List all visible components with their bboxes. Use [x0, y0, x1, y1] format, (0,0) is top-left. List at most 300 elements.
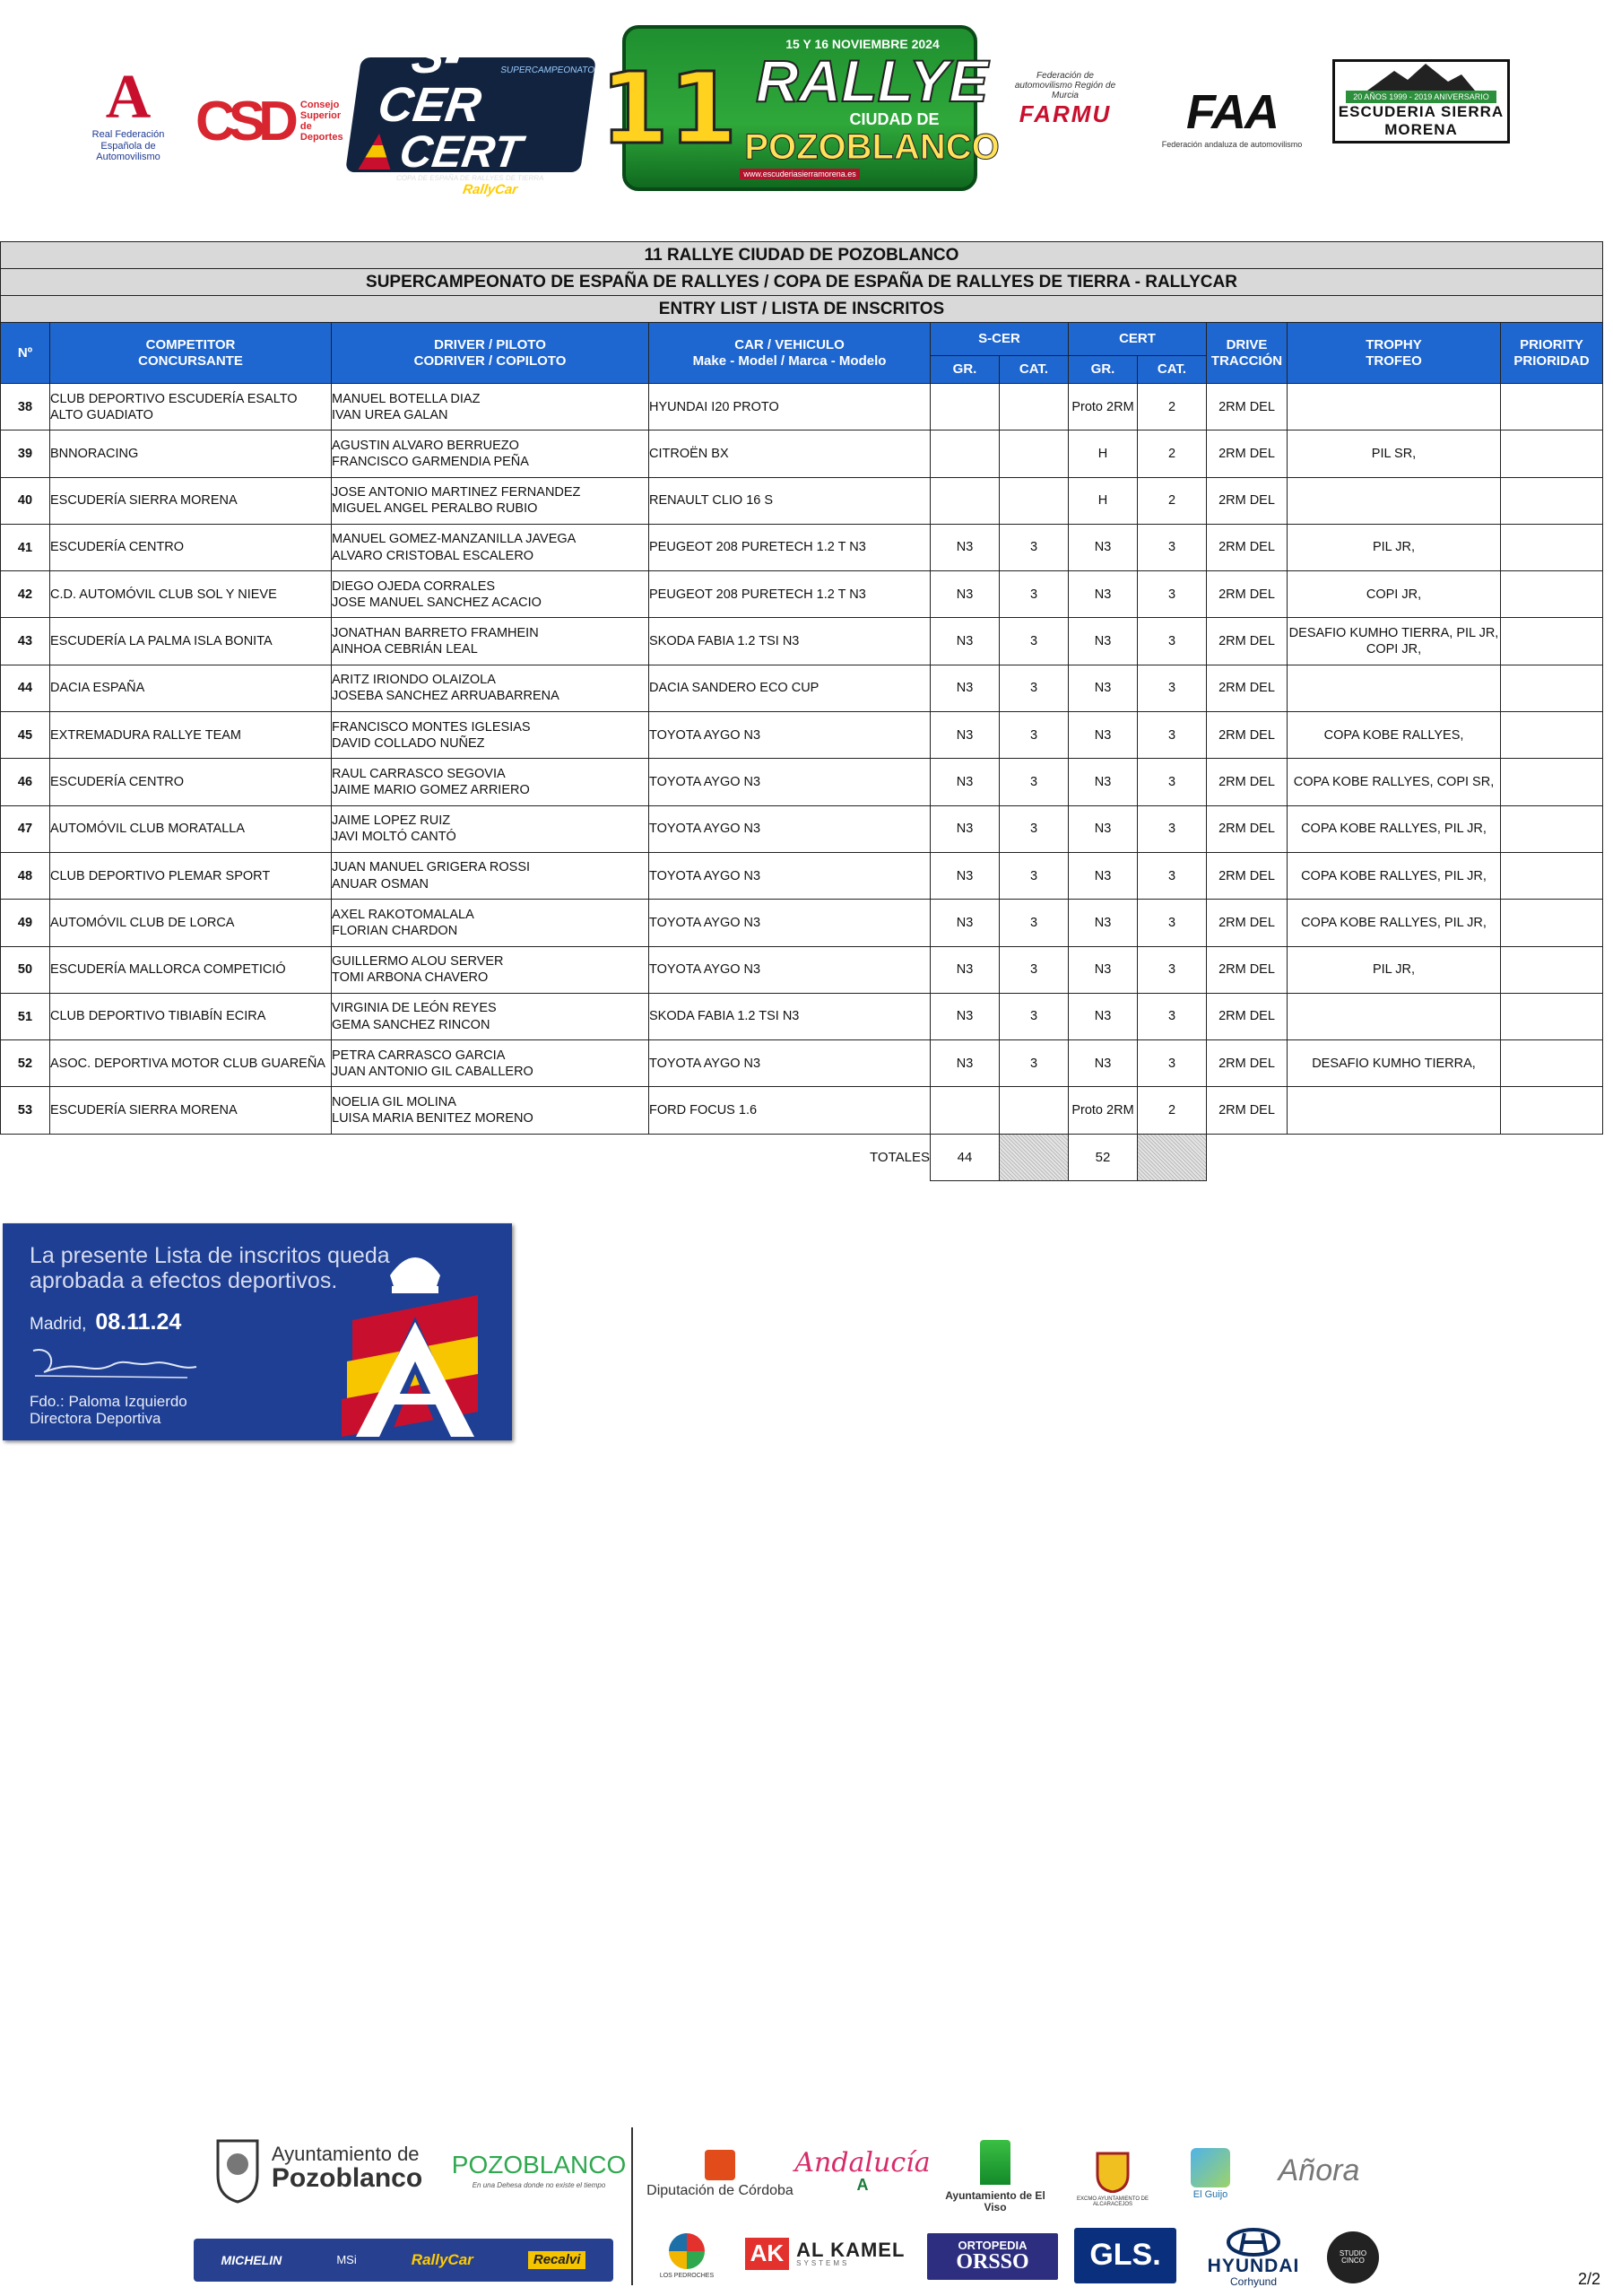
cert-title: CERT [396, 126, 525, 177]
corhyund-text: Corhyund [1229, 2274, 1278, 2288]
entry-driver: JAIME LOPEZ RUIZ [332, 813, 451, 829]
table-title-1: 11 RALLYE CIUDAD DE POZOBLANCO [1, 242, 1603, 269]
entry-car: TOYOTA AYGO N3 [649, 759, 931, 805]
entry-scer-cat [1000, 477, 1069, 524]
csd-logo [195, 90, 346, 152]
entry-codriver: DAVID COLLADO NUÑEZ [332, 735, 485, 751]
el-guijo-text: El Guijo [1192, 2188, 1228, 2200]
entry-cert-gr: N3 [1069, 571, 1138, 618]
csd-text: Consejo Superior de Deportes [299, 99, 343, 144]
entry-scer-cat: 3 [1000, 665, 1069, 711]
faa-text: Federación andaluza de automovilismo [1161, 140, 1303, 149]
esm-band: 20 AÑOS 1999 - 2019 ANIVERSARIO [1346, 91, 1496, 103]
entry-competitor: AUTOMÓVIL CLUB DE LORCA [50, 900, 332, 946]
entry-scer-cat [1000, 430, 1069, 477]
rallye-url: www.escuderiasierramorena.es [740, 169, 860, 179]
entry-number: 47 [1, 805, 50, 852]
table-row [1, 384, 1603, 430]
entry-competitor: ESCUDERÍA SIERRA MORENA [50, 477, 332, 524]
entry-crew [332, 900, 649, 946]
entry-number: 42 [1, 571, 50, 618]
entry-codriver: ANUAR OSMAN [332, 876, 429, 891]
rfea-mark: A [105, 63, 152, 133]
entry-priority [1501, 384, 1603, 430]
hyundai-text: HYUNDAI [1207, 2255, 1300, 2276]
entry-scer-gr: N3 [931, 665, 1000, 711]
entry-scer-cat: 3 [1000, 1040, 1069, 1087]
entry-trophy: PIL JR, [1288, 946, 1501, 993]
los-pedroches-text: LOS PEDROCHES [659, 2273, 715, 2280]
entry-crew [332, 946, 649, 993]
entry-codriver: ALVARO CRISTOBAL ESCALERO [332, 548, 534, 563]
entry-priority [1501, 665, 1603, 711]
entry-trophy: PIL JR, [1288, 524, 1501, 570]
entry-drive: 2RM DEL [1207, 618, 1288, 665]
orsso-text: ORSSO [956, 2250, 1029, 2274]
entry-drive: 2RM DEL [1207, 1040, 1288, 1087]
entry-scer-gr: N3 [931, 993, 1000, 1039]
rfea-text: Real Federación Española de Automovilismo [91, 129, 165, 163]
entry-number: 41 [1, 524, 50, 570]
entry-scer-cat: 3 [1000, 993, 1069, 1039]
alcaracejos-shield-icon [1096, 2150, 1130, 2193]
entry-car: TOYOTA AYGO N3 [649, 852, 931, 899]
entry-scer-cat: 3 [1000, 618, 1069, 665]
alkamel-sub: SYSTEMS [796, 2259, 850, 2268]
hyundai-logo [1198, 2219, 1309, 2296]
approval-role: Directora Deportiva [30, 1410, 161, 1427]
entry-priority [1501, 477, 1603, 524]
entry-car: TOYOTA AYGO N3 [649, 946, 931, 993]
andalucia-wordmark: Andalucía [794, 2146, 931, 2179]
entry-trophy [1288, 993, 1501, 1039]
entry-cert-gr: N3 [1069, 900, 1138, 946]
entry-scer-cat: 3 [1000, 524, 1069, 570]
entry-crew [332, 712, 649, 759]
entry-cert-cat: 3 [1138, 805, 1207, 852]
entry-crew [332, 993, 649, 1039]
entry-scer-gr: N3 [931, 1040, 1000, 1087]
entry-driver: AGUSTIN ALVARO BERRUEZO [332, 438, 519, 453]
entry-cert-cat: 2 [1138, 1087, 1207, 1134]
alcaracejos-logo [1072, 2138, 1153, 2219]
entry-codriver: TOMI ARBONA CHAVERO [332, 970, 489, 986]
entry-codriver: FLORIAN CHARDON [332, 923, 458, 938]
rallye-number: 11 [600, 50, 738, 166]
entry-competitor: ESCUDERÍA MALLORCA COMPETICIÓ [50, 946, 332, 993]
entry-cert-gr: N3 [1069, 524, 1138, 570]
entry-competitor: C.D. AUTOMÓVIL CLUB SOL Y NIEVE [50, 571, 332, 618]
entry-trophy [1288, 477, 1501, 524]
table-row [1, 900, 1603, 946]
entry-codriver: IVAN UREA GALAN [332, 407, 448, 422]
el-guijo-logo [1175, 2138, 1246, 2210]
alcaracejos-text: EXCMO AYUNTAMIENTO DE ALCARACEJOS [1076, 2196, 1149, 2207]
el-guijo-mark-icon [1191, 2148, 1230, 2187]
table-title-2: SUPERCAMPEONATO DE ESPAÑA DE RALLYES / COPA DE ESPAÑA DE RALLYES DE TIERRA - RALLYCAR [1, 269, 1603, 296]
sponsor-bar-blue [194, 2239, 613, 2282]
table-row [1, 524, 1603, 570]
entry-competitor: ESCUDERÍA CENTRO [50, 759, 332, 805]
entry-competitor: DACIA ESPAÑA [50, 665, 332, 711]
table-row [1, 665, 1603, 711]
rallye-pozoblanco-logo [600, 25, 1000, 191]
entry-codriver: JAVI MOLTÓ CANTÓ [332, 830, 456, 845]
rallye-dates: 15 Y 16 NOVIEMBRE 2024 [785, 37, 940, 51]
entry-driver: AXEL RAKOTOMALALA [332, 907, 474, 922]
table-row [1, 477, 1603, 524]
entry-cert-gr: Proto 2RM [1069, 384, 1138, 430]
entry-cert-cat: 3 [1138, 524, 1207, 570]
table-row [1, 618, 1603, 665]
entry-scer-cat: 3 [1000, 805, 1069, 852]
entry-scer-cat [1000, 1087, 1069, 1134]
col-drive: DRIVE TRACCIÓN [1207, 323, 1288, 384]
faa-name: FAA [1186, 85, 1278, 139]
entry-codriver: FRANCISCO GARMENDIA PEÑA [332, 454, 529, 469]
rfea-logo [79, 63, 178, 163]
scer-title: S-CER [374, 30, 485, 132]
col-num: Nº [1, 323, 50, 384]
entry-car: SKODA FABIA 1.2 TSI N3 [649, 993, 931, 1039]
approval-text-2: aprobada a efectos deportivos. [30, 1268, 338, 1293]
los-pedroches-logo [649, 2221, 724, 2292]
table-row [1, 852, 1603, 899]
entry-car: SKODA FABIA 1.2 TSI N3 [649, 618, 931, 665]
approval-stamp [3, 1223, 512, 1440]
entry-crew [332, 1087, 649, 1134]
approval-date: 08.11.24 [95, 1309, 182, 1335]
entry-scer-cat: 3 [1000, 712, 1069, 759]
entry-cert-cat: 3 [1138, 571, 1207, 618]
andalucia-a-icon: A [856, 2176, 869, 2195]
entry-list-table [0, 241, 1603, 1181]
totals-cert: 52 [1069, 1134, 1138, 1180]
page-number: 2/2 [1577, 2270, 1600, 2288]
entry-cert-cat: 3 [1138, 852, 1207, 899]
entry-driver: JUAN MANUEL GRIGERA ROSSI [332, 860, 531, 875]
entry-number: 40 [1, 477, 50, 524]
entry-drive: 2RM DEL [1207, 477, 1288, 524]
entry-scer-gr [931, 1087, 1000, 1134]
col-priority: PRIORITY PRIORIDAD [1501, 323, 1603, 384]
entry-priority [1501, 430, 1603, 477]
entry-competitor: AUTOMÓVIL CLUB MORATALLA [50, 805, 332, 852]
el-viso-text: Ayuntamiento de El Viso [945, 2189, 1045, 2213]
totals-hatch [1000, 1134, 1069, 1180]
sponsor-divider [631, 2127, 633, 2285]
entry-crew [332, 571, 649, 618]
ayto-big: Pozoblanco [271, 2162, 423, 2193]
entry-competitor: CLUB DEPORTIVO PLEMAR SPORT [50, 852, 332, 899]
faa-logo [1158, 85, 1305, 149]
approval-city: Madrid, [30, 1315, 87, 1334]
entry-cert-cat: 3 [1138, 946, 1207, 993]
entry-trophy: PIL SR, [1288, 430, 1501, 477]
entry-car: TOYOTA AYGO N3 [649, 712, 931, 759]
entry-scer-gr: N3 [931, 524, 1000, 570]
ayuntamiento-pozoblanco-logo [195, 2127, 438, 2208]
entry-cert-gr: H [1069, 430, 1138, 477]
entry-scer-gr: N3 [931, 618, 1000, 665]
entry-number: 44 [1, 665, 50, 711]
ortopedia-text: ORTOPEDIA [958, 2238, 1028, 2252]
entry-codriver: JUAN ANTONIO GIL CABALLERO [332, 1064, 533, 1079]
gls-text: GLS. [1089, 2238, 1161, 2273]
rallycar-badge: RallyCar [462, 182, 519, 197]
pozoblanco-tagline: En una Dehesa donde no existe el tiempo [472, 2180, 606, 2189]
entry-driver: MANUEL GOMEZ-MANZANILLA JAVEGA [332, 532, 577, 547]
entry-cert-gr: N3 [1069, 946, 1138, 993]
los-pedroches-mark-icon [669, 2233, 705, 2269]
entry-car: DACIA SANDERO ECO CUP [649, 665, 931, 711]
entry-crew [332, 805, 649, 852]
entry-scer-gr: N3 [931, 805, 1000, 852]
table-row [1, 759, 1603, 805]
entry-scer-gr: N3 [931, 946, 1000, 993]
entry-crew [332, 665, 649, 711]
rfea-crown-logo-icon [334, 1239, 496, 1437]
entry-crew [332, 524, 649, 570]
table-row [1, 430, 1603, 477]
entry-trophy [1288, 384, 1501, 430]
diputacion-cordoba-logo [644, 2138, 796, 2210]
entry-scer-gr: N3 [931, 852, 1000, 899]
entry-cert-cat: 3 [1138, 1040, 1207, 1087]
entry-scer-gr: N3 [931, 571, 1000, 618]
recalvi-logo: Recalvi [528, 2251, 586, 2269]
entry-car: FORD FOCUS 1.6 [649, 1087, 931, 1134]
entry-driver: JONATHAN BARRETO FRAMHEIN [332, 626, 539, 640]
approval-signer: Fdo.: Paloma Izquierdo [30, 1393, 187, 1410]
alkamel-name: AL KAMEL [796, 2239, 906, 2262]
entry-scer-cat: 3 [1000, 759, 1069, 805]
entry-priority [1501, 1087, 1603, 1134]
entry-priority [1501, 852, 1603, 899]
entry-cert-gr: N3 [1069, 665, 1138, 711]
table-title-3: ENTRY LIST / LISTA DE INSCRITOS [1, 296, 1603, 323]
entry-car: TOYOTA AYGO N3 [649, 1040, 931, 1087]
entry-driver: GUILLERMO ALOU SERVER [332, 954, 504, 970]
entry-cert-gr: N3 [1069, 1040, 1138, 1087]
entry-car: TOYOTA AYGO N3 [649, 900, 931, 946]
entry-car: CITROËN BX [649, 430, 931, 477]
totals-label: TOTALES [870, 1150, 930, 1165]
farmu-logo [993, 68, 1137, 131]
entry-trophy: COPI JR, [1288, 571, 1501, 618]
entry-crew [332, 384, 649, 430]
entry-scer-cat: 3 [1000, 571, 1069, 618]
esm-name: ESCUDERIA SIERRA MORENA [1338, 103, 1505, 138]
entry-cert-gr: N3 [1069, 759, 1138, 805]
entry-competitor: BNNORACING [50, 430, 332, 477]
entry-scer-gr [931, 384, 1000, 430]
col-competitor: COMPETITOR CONCURSANTE [50, 323, 332, 384]
entry-trophy: COPA KOBE RALLYES, PIL JR, [1288, 852, 1501, 899]
totals-scer: 44 [931, 1134, 1000, 1180]
msi-logo: MSi [336, 2253, 357, 2267]
entry-priority [1501, 712, 1603, 759]
entry-cert-gr: N3 [1069, 852, 1138, 899]
entry-car: PEUGEOT 208 PURETECH 1.2 T N3 [649, 571, 931, 618]
col-cert-cat: CAT. [1138, 356, 1207, 384]
entry-driver: DIEGO OJEDA CORRALES [332, 578, 496, 594]
el-viso-tower-icon [980, 2140, 1010, 2185]
entry-driver: VIRGINIA DE LEÓN REYES [332, 1001, 497, 1016]
entry-competitor: ASOC. DEPORTIVA MOTOR CLUB GUAREÑA [50, 1040, 332, 1087]
scer-subtitle: SUPERCAMPEONATO [499, 65, 595, 75]
entry-trophy: DESAFIO KUMHO TIERRA, PIL JR, COPI JR, [1288, 618, 1501, 665]
entry-driver: JOSE ANTONIO MARTINEZ FERNANDEZ [332, 485, 581, 500]
entry-scer-cat: 3 [1000, 852, 1069, 899]
entry-cert-cat: 2 [1138, 477, 1207, 524]
col-driver: DRIVER / PILOTO CODRIVER / COPILOTO [332, 323, 649, 384]
entry-cert-gr: N3 [1069, 712, 1138, 759]
entry-drive: 2RM DEL [1207, 946, 1288, 993]
entry-driver: MANUEL BOTELLA DIAZ [332, 391, 481, 406]
ortopedia-orsso-logo [927, 2233, 1058, 2280]
escuderia-sierra-morena-logo [1332, 59, 1510, 144]
pozoblanco-wordmark: POZOBLANCO [451, 2151, 627, 2179]
entry-drive: 2RM DEL [1207, 993, 1288, 1039]
entry-crew [332, 759, 649, 805]
studio-cinco-logo [1327, 2231, 1379, 2283]
entry-trophy: DESAFIO KUMHO TIERRA, [1288, 1040, 1501, 1087]
mountain-icon [1367, 64, 1475, 91]
table-row [1, 1040, 1603, 1087]
entry-priority [1501, 1040, 1603, 1087]
entry-driver: FRANCISCO MONTES IGLESIAS [332, 719, 531, 735]
hyundai-mark-icon [1227, 2228, 1280, 2257]
entry-codriver: JAIME MARIO GOMEZ ARRIERO [332, 783, 530, 798]
entry-number: 45 [1, 712, 50, 759]
entry-priority [1501, 524, 1603, 570]
diputacion-text: Diputación de Córdoba [646, 2182, 793, 2198]
entry-number: 53 [1, 1087, 50, 1134]
entry-competitor: ESCUDERÍA SIERRA MORENA [50, 1087, 332, 1134]
spain-flag-a-icon [358, 134, 395, 170]
entry-priority [1501, 618, 1603, 665]
entry-codriver: JOSEBA SANCHEZ ARRUABARRENA [332, 689, 559, 704]
diputacion-mark-icon [705, 2150, 735, 2180]
col-cert-gr: GR. [1069, 356, 1138, 384]
rallye-word: RALLYE [755, 48, 989, 114]
alkamel-logo [737, 2231, 913, 2276]
table-row [1, 946, 1603, 993]
entry-priority [1501, 946, 1603, 993]
entry-cert-cat: 2 [1138, 430, 1207, 477]
el-viso-logo [932, 2136, 1058, 2217]
col-trophy: TROPHY TROFEO [1288, 323, 1501, 384]
entry-number: 46 [1, 759, 50, 805]
entry-number: 38 [1, 384, 50, 430]
entry-drive: 2RM DEL [1207, 524, 1288, 570]
entry-scer-gr: N3 [931, 759, 1000, 805]
ayto-small: Ayuntamiento de [271, 2142, 420, 2165]
entry-cert-cat: 3 [1138, 993, 1207, 1039]
entry-trophy: COPA KOBE RALLYES, COPI SR, [1288, 759, 1501, 805]
table-row [1, 712, 1603, 759]
rallye-sub2: POZOBLANCO [744, 127, 1000, 167]
studio-cinco-text: STUDIO CINCO [1339, 2248, 1367, 2265]
rallycar-logo: RallyCar [411, 2251, 473, 2269]
entry-trophy [1288, 665, 1501, 711]
entry-priority [1501, 759, 1603, 805]
gls-logo [1074, 2228, 1176, 2283]
entry-car: PEUGEOT 208 PURETECH 1.2 T N3 [649, 524, 931, 570]
entry-drive: 2RM DEL [1207, 571, 1288, 618]
entry-scer-gr: N3 [931, 900, 1000, 946]
entry-drive: 2RM DEL [1207, 900, 1288, 946]
michelin-logo: MICHELIN [221, 2252, 282, 2267]
entry-car: RENAULT CLIO 16 S [649, 477, 931, 524]
entry-car: TOYOTA AYGO N3 [649, 805, 931, 852]
signature-icon [26, 1340, 205, 1385]
entry-crew [332, 852, 649, 899]
col-scer: S-CER [931, 323, 1069, 356]
entry-number: 50 [1, 946, 50, 993]
entry-codriver: GEMA SANCHEZ RINCON [332, 1017, 490, 1032]
entry-competitor: EXTREMADURA RALLYE TEAM [50, 712, 332, 759]
entry-drive: 2RM DEL [1207, 852, 1288, 899]
entry-cert-cat: 3 [1138, 618, 1207, 665]
entry-competitor: ESCUDERÍA CENTRO [50, 524, 332, 570]
farmu-text: Federación de automovilismo Región de Murcia [1014, 71, 1116, 100]
entry-cert-gr: N3 [1069, 805, 1138, 852]
entry-competitor: ESCUDERÍA LA PALMA ISLA BONITA [50, 618, 332, 665]
entry-scer-cat [1000, 384, 1069, 430]
entry-driver: NOELIA GIL MOLINA [332, 1094, 456, 1109]
entry-crew [332, 430, 649, 477]
col-car: CAR / VEHICULO Make - Model / Marca - Modelo [649, 323, 931, 384]
entry-number: 49 [1, 900, 50, 946]
entry-drive: 2RM DEL [1207, 1087, 1288, 1134]
totals-hatch [1138, 1134, 1207, 1180]
entry-cert-gr: N3 [1069, 993, 1138, 1039]
scer-cert-logo [345, 30, 596, 197]
entry-crew [332, 1040, 649, 1087]
entry-driver: ARITZ IRIONDO OLAIZOLA [332, 673, 496, 688]
rallye-sub1: CIUDAD DE [849, 110, 940, 128]
entry-cert-cat: 3 [1138, 900, 1207, 946]
entry-trophy: COPA KOBE RALLYES, PIL JR, [1288, 900, 1501, 946]
entry-driver: PETRA CARRASCO GARCIA [332, 1048, 506, 1063]
entry-scer-gr [931, 430, 1000, 477]
col-scer-gr: GR. [931, 356, 1000, 384]
farmu-name: FARMU [1019, 100, 1112, 127]
entry-trophy: COPA KOBE RALLYES, [1288, 712, 1501, 759]
entry-priority [1501, 805, 1603, 852]
entry-cert-cat: 3 [1138, 759, 1207, 805]
approval-text-1: La presente Lista de inscritos queda [30, 1243, 390, 1268]
entry-scer-gr [931, 477, 1000, 524]
entry-number: 51 [1, 993, 50, 1039]
entry-number: 48 [1, 852, 50, 899]
entry-drive: 2RM DEL [1207, 712, 1288, 759]
andalucia-logo [794, 2140, 931, 2203]
entry-priority [1501, 900, 1603, 946]
col-cert: CERT [1069, 323, 1207, 356]
entry-cert-cat: 3 [1138, 665, 1207, 711]
entry-crew [332, 618, 649, 665]
entry-scer-cat: 3 [1000, 900, 1069, 946]
col-scer-cat: CAT. [1000, 356, 1069, 384]
entry-cert-cat: 3 [1138, 712, 1207, 759]
entry-drive: 2RM DEL [1207, 805, 1288, 852]
entry-codriver: JOSE MANUEL SANCHEZ ACACIO [332, 595, 542, 610]
entry-cert-cat: 2 [1138, 384, 1207, 430]
anora-wordmark: Añora [1278, 2153, 1360, 2188]
